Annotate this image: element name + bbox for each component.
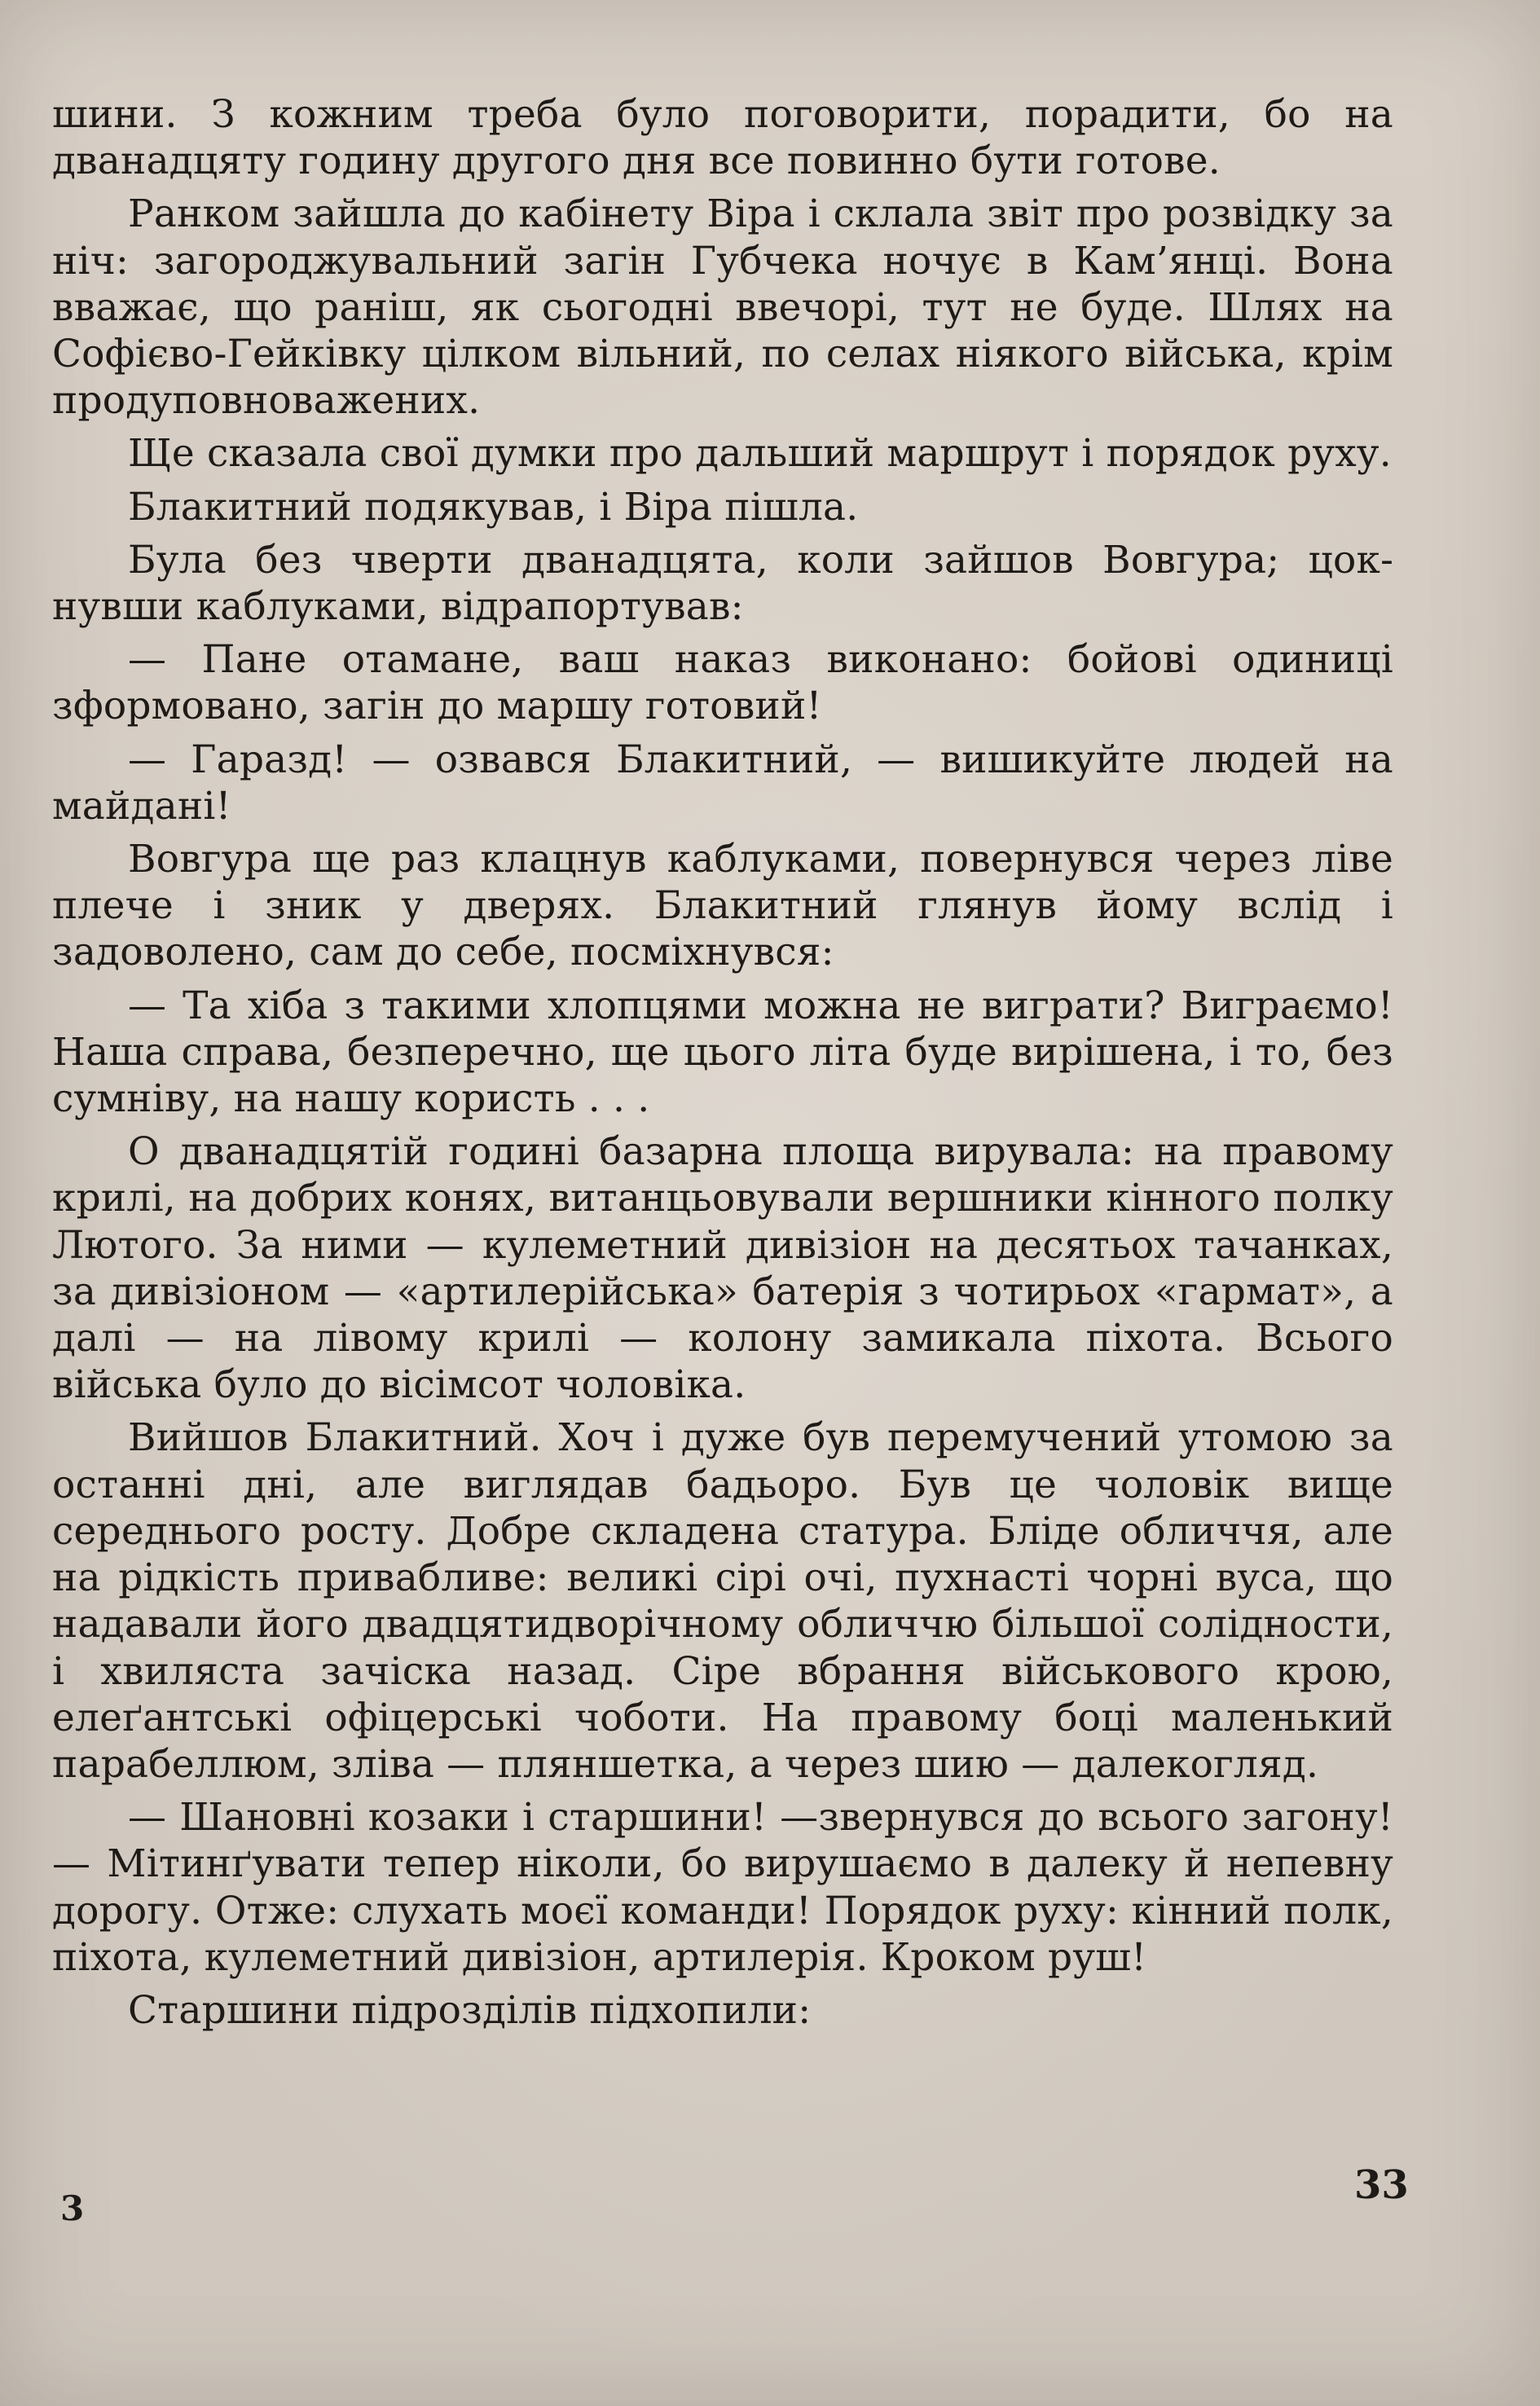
- paragraph: — Шановні козаки і старшини! —звернувся до всього загону! — Мітинґувати тепер ніколи, бо вирушаємо в далеку й непевну дорогу. Отже: слухать моєї команди! Порядок руху: кінний полк, піхота, кулеметний дивізіон, артилерія. Кроком руш!: [52, 1795, 1393, 1980]
- paragraph: — Гаразд! — озвався Блакитний, — вишикуйте людей на майдані!: [52, 737, 1393, 829]
- paragraph: О дванадцятій годині базарна площа вирувала: на правому крилі, на добрих конях, витанцьовували вершники кінного полку Лютого. За ними — кулеметний дивізіон на десятьох тачанках, за дивізіоном — «артилерійська» батерія з чотирьох «гармат», а далі — на лівому крилі — колону замикала піхота. Всього війська було до вісімсот чоловіка.: [52, 1129, 1393, 1408]
- paragraph: — Пане отамане, ваш наказ виконано: бойові одиниці зформовано, загін до маршу готовий!: [52, 637, 1393, 729]
- paragraph: Старшини підрозділів підхопили:: [128, 1987, 812, 2033]
- paragraph: шини. З кожним треба було поговорити, порадити, бо на дванадцяту годину другого дня все повинно бути готове.: [52, 92, 1393, 184]
- paragraph: Ранком зайшла до кабінету Віра і склала звіт про розвідку за ніч: загороджувальний загін Губчека ночує в Кам’янці. Вона вважає, що раніш, як сьогодні ввечорі, тут не буде. Шлях на Софієво-Гейківку цілком вільний, по селах ніякого війська, крім продуповноважених.: [52, 191, 1393, 424]
- body-text: [52, 91, 1393, 2040]
- paragraph: Вовгура ще раз клацнув каблуками, повернувся через ліве плече і зник у дверях. Блакитний глянув йому вслід і задоволено, сам до себе, посміхнувся:: [52, 837, 1393, 975]
- paragraph: Була без чверти дванадцята, коли зайшов Вовгура; цокнувши каблуками, відрапортував:: [52, 537, 1393, 630]
- paragraph: Блакитний подякував, і Віра пішла.: [128, 484, 859, 530]
- paragraph: Ще сказала свої думки про дальший маршрут і порядок руху.: [128, 431, 1392, 477]
- paragraph: — Та хіба з такими хлопцями можна не виграти? Виграємо! Наша справа, безперечно, ще цього літа буде вирішена, і то, без сумніву, на нашу користь . . .: [52, 983, 1393, 1122]
- signature-mark: 3: [60, 2188, 85, 2228]
- page-number: 33: [1354, 2162, 1409, 2208]
- paragraph: Вийшов Блакитний. Хоч і дуже був перемучений утомою за останні дні, але виглядав бадьоро. Був це чоловік вище середнього росту. Добре складена статура. Бліде обличчя, але на рідкість привабливе: великі сірі очі, пухнасті чорні вуса, що надавали його двадцятидворічному обличчю більшої солідности, і хвиляста зачіска назад. Сіре вбрання військового крою, елеґантські офіцерські чоботи. На правому боці маленький парабеллюм, зліва — пляншетка, а через шию — далекогляд.: [52, 1415, 1393, 1787]
